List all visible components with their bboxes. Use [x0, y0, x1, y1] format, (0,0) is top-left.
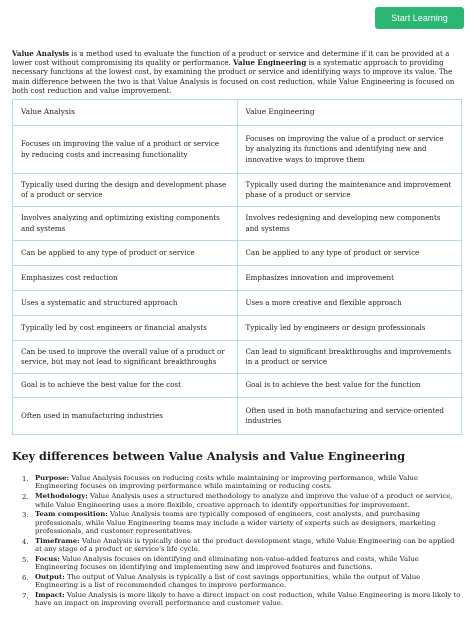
- table-cell: Goal is to achieve the best value for the cost: [13, 374, 238, 398]
- comparison-table: [12, 99, 462, 435]
- list-item-number: 4.: [22, 537, 29, 546]
- table-cell: Goal is to achieve the best value for the function: [237, 374, 462, 398]
- list-item-text: The output of Value Analysis is typically a list of cost savings opportunities, while the output of Value Engineering is a list of recommended changes to improve performance.: [35, 572, 421, 590]
- list-item-text: Value Analysis is more likely to have a direct impact on cost reduction, while Value Engineering is more likely to have an impact on improving overall performance and customer value.: [35, 591, 461, 608]
- column-header-value-engineering: Value Engineering: [237, 100, 462, 126]
- list-item-number: 6.: [22, 573, 29, 582]
- top-bar: [0, 0, 474, 40]
- list-item-label: Timeframe:: [35, 536, 80, 545]
- table-cell: Can be used to improve the overall value of a product or service, but may not lead to significant breakthroughs: [13, 341, 238, 374]
- list-item-number: 1.: [22, 475, 29, 483]
- table-row: [13, 241, 462, 266]
- table-cell: Involves redesigning and developing new components and systems: [237, 207, 462, 241]
- intro-paragraph: [12, 49, 464, 95]
- table-cell: Typically used during the maintenance and improvement phase of a product or service: [237, 174, 462, 207]
- key-differences-list: [22, 474, 462, 609]
- list-item-text: Value Analysis is typically done at the product development stage, while Value Engineering can be applied at any stage of a product or service's life cycle.: [35, 536, 455, 554]
- list-item: [22, 474, 462, 491]
- table-header-row: [13, 100, 462, 126]
- table-cell: Typically led by cost engineers or financial analysts: [13, 316, 238, 341]
- list-item: [22, 573, 462, 590]
- list-item-text: Value Analysis uses a structured methodology to analyze and improve the value of a product or service, while Value Engineering uses a more flexible, creative approach to identify opportunities for improvement.: [35, 492, 453, 509]
- table-row: [13, 174, 462, 207]
- start-learning-button[interactable]: Start Learning: [375, 7, 464, 29]
- table-cell: Typically used during the design and development phase of a product or service: [13, 174, 238, 207]
- table-cell: Can be applied to any type of product or service: [237, 241, 462, 266]
- list-item-text: Value Analysis focuses on reducing costs while maintaining or improving performance, while Value Engineering focuses on improving performance while maintaining or reducing costs.: [35, 474, 418, 491]
- table-row: [13, 207, 462, 241]
- table-cell: Emphasizes cost reduction: [13, 266, 238, 291]
- table-row: [13, 341, 462, 374]
- list-item: [22, 492, 462, 509]
- list-item: [22, 537, 462, 554]
- list-item-label: Focus:: [35, 554, 60, 563]
- list-item-label: Team composition:: [35, 510, 108, 519]
- table-cell: Often used in manufacturing industries: [13, 398, 238, 435]
- table-row: [13, 374, 462, 398]
- list-item-label: Purpose:: [35, 474, 70, 482]
- list-item: [22, 591, 462, 608]
- column-header-value-analysis: Value Analysis: [13, 100, 238, 126]
- table-cell: Uses a more creative and flexible approach: [237, 291, 462, 316]
- list-item-number: 3.: [22, 511, 29, 520]
- table-cell: Typically led by engineers or design professionals: [237, 316, 462, 341]
- list-item-label: Impact:: [35, 591, 65, 600]
- list-item: [22, 555, 462, 572]
- intro-text-1: is a method used to evaluate the function of a product or service and determine if it can be provided at a lower cost without compromising its quality or performance.: [12, 49, 450, 68]
- table-row: [13, 291, 462, 316]
- table-cell: Focuses on improving the value of a product or service by reducing costs and increasing functionality: [13, 126, 238, 174]
- table-cell: Involves analyzing and optimizing existing components and systems: [13, 207, 238, 241]
- table-row: [13, 316, 462, 341]
- key-differences-heading: Key differences between Value Analysis and Value Engineering: [12, 449, 406, 463]
- table-row: [13, 266, 462, 291]
- intro-term-value-analysis: Value Analysis: [12, 49, 70, 58]
- table-cell: Uses a systematic and structured approach: [13, 291, 238, 316]
- list-item-text: Value Analysis teams are typically composed of engineers, cost analysts, and purchasing professionals, while Value Engineering teams may include a wider variety of experts such as designers, marketing professionals, and customer representatives.: [35, 510, 436, 536]
- list-item-number: 2.: [22, 493, 29, 502]
- list-item: [22, 510, 462, 535]
- list-item-number: 5.: [22, 555, 29, 564]
- list-item-number: 7.: [22, 592, 29, 601]
- table-row: [13, 126, 462, 174]
- list-item-label: Output:: [35, 572, 65, 581]
- list-item-text: Value Analysis focuses on identifying and eliminating non-value-added features and costs, while Value Engineering focuses on identifying and implementing new and improved features and functions.: [35, 554, 419, 572]
- intro-term-value-engineering: Value Engineering: [233, 58, 307, 68]
- table-cell: Often used in both manufacturing and service-oriented industries: [237, 398, 462, 435]
- table-cell: Emphasizes innovation and improvement: [237, 266, 462, 291]
- intro-text-2: is a systematic approach to providing necessary functions at the lowest cost, by examining the product or service and identifying ways to improve its value. The main difference between the two is that Value Analysis is focused on cost reduction, while Value Engineering is focused on both cost reduction and value improvement.: [12, 58, 455, 95]
- table-cell: Can lead to significant breakthroughs and improvements in a product or service: [237, 341, 462, 374]
- table-row: [13, 398, 462, 435]
- table-cell: Focuses on improving the value of a product or service by analyzing its functions and identifying new and innovative ways to improve them: [237, 126, 462, 174]
- list-item-label: Methodology:: [35, 492, 88, 501]
- table-cell: Can be applied to any type of product or service: [13, 241, 238, 266]
